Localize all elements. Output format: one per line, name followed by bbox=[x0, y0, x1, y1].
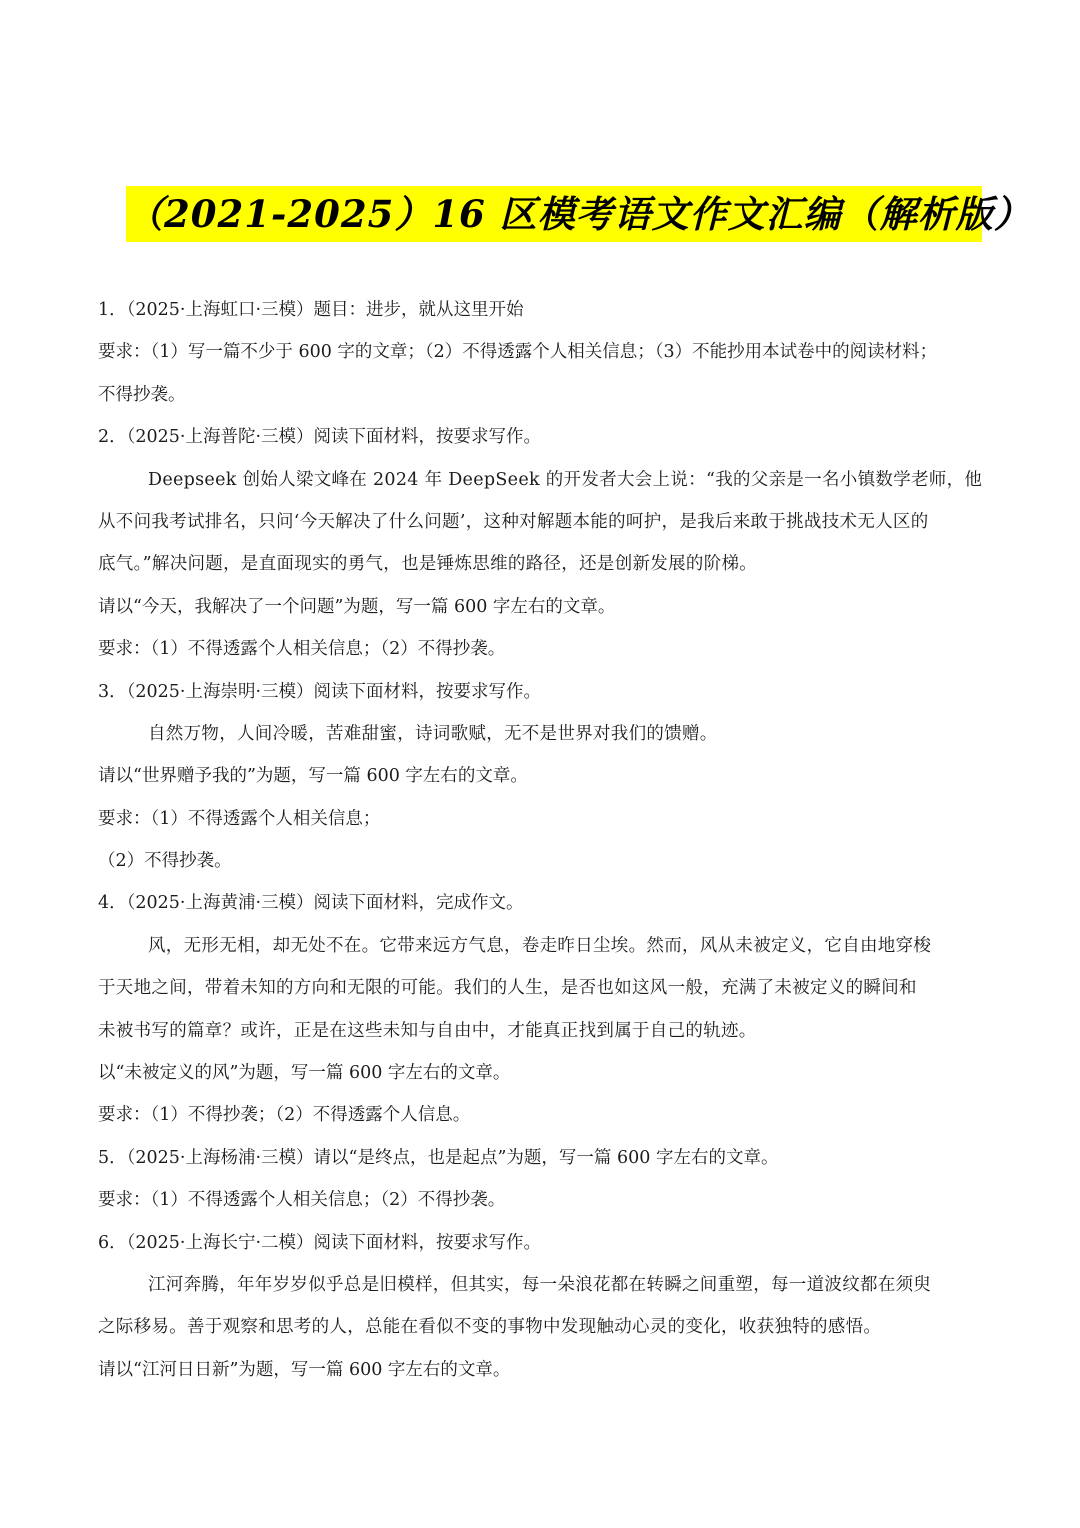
question-1-heading: 1．（2025·上海虹口·三模）题目：进步，就从这里开始 bbox=[98, 300, 524, 320]
question-1-requirement: 要求：（1）写一篇不少于 600 字的文章；（2）不得透露个人相关信息；（3）不能抄用本试卷中的阅读材料； bbox=[98, 342, 938, 363]
question-5-requirement: 要求：（1）不得透露个人相关信息；（2）不得抄袭。 bbox=[98, 1190, 506, 1211]
question-6-material-line: 江河奔腾，年年岁岁似乎总是旧模样，但其实，每一朵浪花都在转瞬之间重塑，每一道波纹都在须臾 bbox=[148, 1274, 932, 1295]
question-4-material-line: 未被书写的篇章？或许，正是在这些未知与自由中，才能真正找到属于自己的轨迹。 bbox=[98, 1020, 757, 1041]
question-2-material-line: 底气。”解决问题，是直面现实的勇气，也是锤炼思维的路径，还是创新发展的阶梯。 bbox=[98, 554, 758, 575]
question-4-material-line: 风，无形无相，却无处不在。它带来远方气息，卷走昨日尘埃。然而，风从未被定义，它自由地穿梭 bbox=[148, 935, 932, 956]
question-6-heading: 6．（2025·上海长宁·二模）阅读下面材料，按要求写作。 bbox=[98, 1232, 542, 1253]
question-3-heading: 3．（2025·上海崇明·三模）阅读下面材料，按要求写作。 bbox=[98, 681, 542, 702]
question-4-prompt: 以“未被定义的风”为题，写一篇 600 字左右的文章。 bbox=[98, 1063, 511, 1084]
question-2-material-line: 从不问我考试排名，只问‘今天解决了什么问题’，这种对解题本能的呵护，是我后来敢于挑战技术无人区的 bbox=[98, 511, 929, 532]
question-3-requirement-cont: （2）不得抄袭。 bbox=[98, 851, 232, 872]
question-6-material-line: 之际移易。善于观察和思考的人，总能在看似不变的事物中发现触动心灵的变化，收获独特的感悟。 bbox=[98, 1317, 882, 1338]
question-6-prompt: 请以“江河日日新”为题，写一篇 600 字左右的文章。 bbox=[98, 1359, 511, 1380]
question-2-heading: 2．（2025·上海普陀·三模）阅读下面材料，按要求写作。 bbox=[98, 427, 542, 448]
question-4-requirement: 要求：（1）不得抄袭；（2）不得透露个人信息。 bbox=[98, 1105, 471, 1126]
question-3-material-line: 自然万物，人间冷暖，苦难甜蜜，诗词歌赋，无不是世界对我们的馈赠。 bbox=[148, 723, 718, 744]
question-3-prompt: 请以“世界赠予我的”为题，写一篇 600 字左右的文章。 bbox=[98, 766, 528, 787]
question-5-heading: 5．（2025·上海杨浦·三模）请以“是终点，也是起点”为题，写一篇 600 字左右的文章。 bbox=[98, 1147, 779, 1168]
document-body bbox=[98, 289, 984, 1391]
question-4-heading: 4．（2025·上海黄浦·三模）阅读下面材料，完成作文。 bbox=[98, 893, 524, 914]
question-2-prompt: 请以“今天，我解决了一个问题”为题，写一篇 600 字左右的文章。 bbox=[98, 596, 616, 617]
question-4-material-line: 于天地之间，带着未知的方向和无限的可能。我们的人生，是否也如这风一般，充满了未被定义的瞬间和 bbox=[98, 978, 917, 999]
question-3-requirement: 要求：（1）不得透露个人相关信息； bbox=[98, 808, 381, 829]
document-title: （2021-2025）16 区模考语文作文汇编（解析版） bbox=[126, 192, 1032, 236]
question-2-requirement: 要求：（1）不得透露个人相关信息；（2）不得抄袭。 bbox=[98, 639, 506, 660]
question-1-requirement-cont: 不得抄袭。 bbox=[98, 384, 186, 405]
question-2-material-line: Deepseek 创始人梁文峰在 2024 年 DeepSeek 的开发者大会上说：“我的父亲是一名小镇数学老师，他 bbox=[148, 469, 983, 490]
